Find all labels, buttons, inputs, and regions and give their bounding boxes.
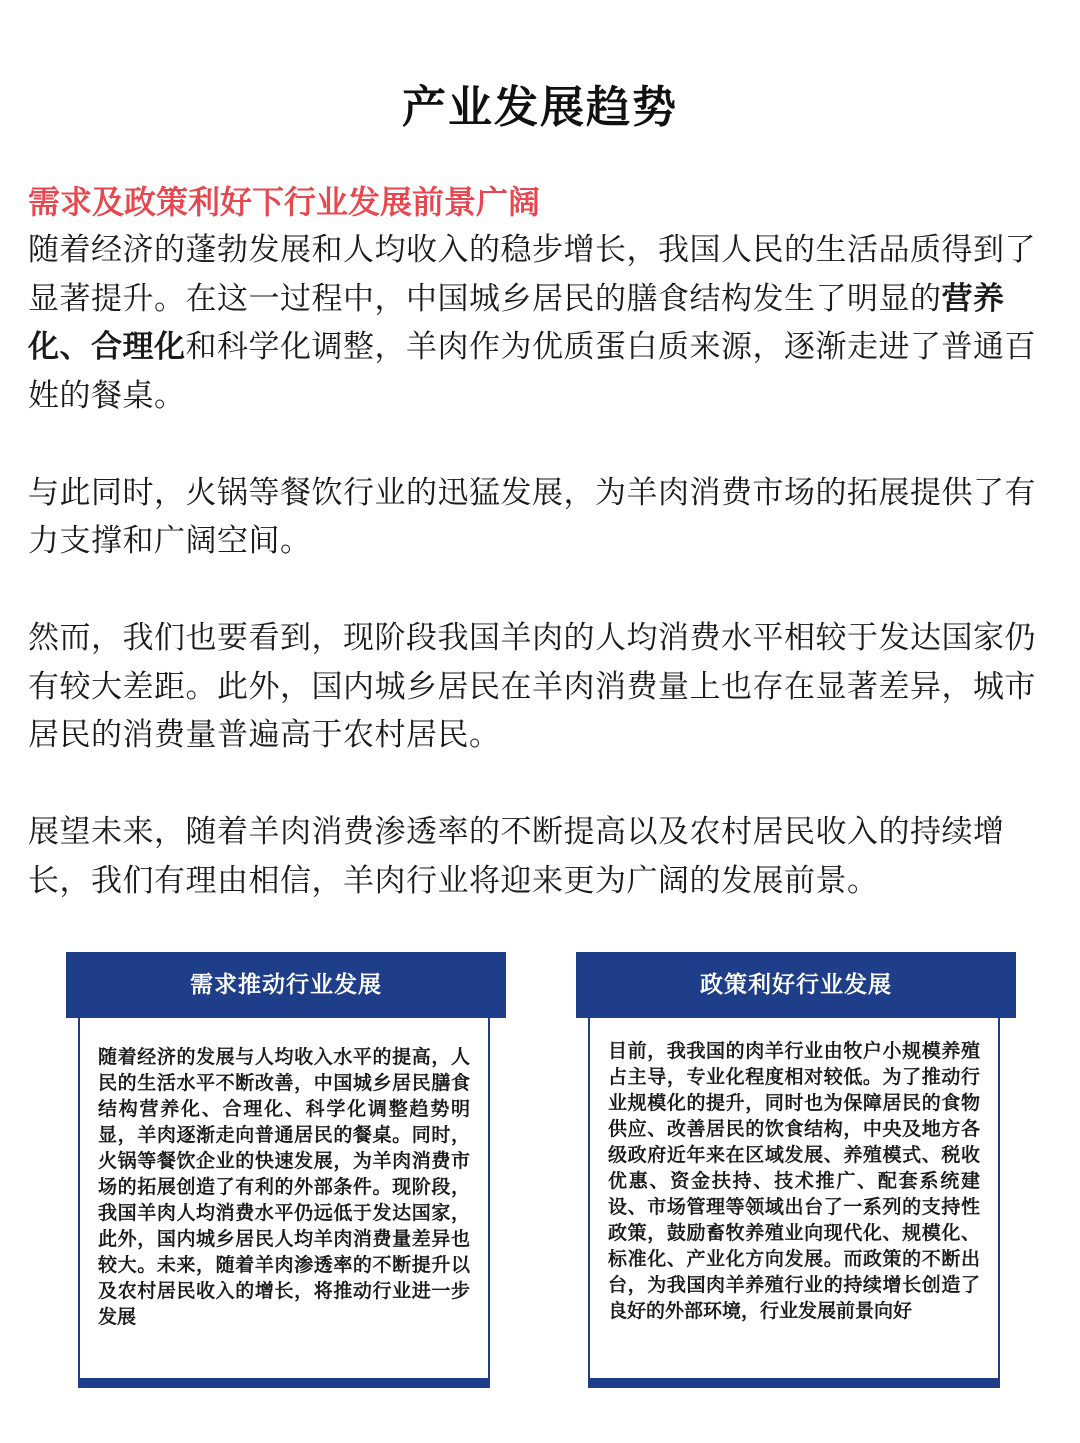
card-demand: [66, 952, 506, 1400]
card-demand-text: 随着经济的发展与人均收入水平的提高，人民的生活水平不断改善，中国城乡居民膳食结构营养化、合理化、科学化调整趋势明显，羊肉逐渐走向普通居民的餐桌。同时，火锅等餐饮企业的快速发展，为羊肉消费市场的拓展创造了有利的外部条件。现阶段，我国羊肉人均消费水平仍远低于发达国家，此外，国内城乡居民人均羊肉消费量差异也较大。未来，随着羊肉渗透率的不断提升以及农村居民收入的增长，将推动行业进一步发展: [98, 1046, 470, 1328]
card-policy: [576, 952, 1016, 1400]
paragraph-3: 然而，我们也要看到，现阶段我国羊肉的人均消费水平相较于发达国家仍有较大差距。此外，国内城乡居民在羊肉消费量上也存在显著差异，城市居民的消费量普遍高于农村居民。: [28, 620, 1036, 753]
card-policy-title: 政策利好行业发展: [576, 952, 1016, 1018]
paragraph-4: 展望未来，随着羊肉消费渗透率的不断提高以及农村居民收入的持续增长，我们有理由相信，羊肉行业将迎来更为广阔的发展前景。: [28, 814, 1005, 899]
page-title: 产业发展趋势: [402, 82, 678, 133]
article: [28, 178, 1052, 954]
paragraph-1-bold: 营养化、合理化: [28, 280, 1005, 365]
article-subheading: 需求及政策利好下行业发展前景广阔: [28, 183, 541, 221]
card-demand-title: 需求推动行业发展: [66, 952, 506, 1018]
paragraph-1-text-a: 随着经济的蓬勃发展和人均收入的稳步增长，我国人民的生活品质得到了显著提升。在这一过程中，中国城乡居民的膳食结构发生了明显的: [28, 232, 1036, 317]
card-policy-text: 目前，我我国的肉羊行业由牧户小规模养殖占主导，专业化程度相对较低。为了推动行业规模化的提升，同时也为保障居民的食物供应、改善居民的饮食结构，中央及地方各级政府近年来在区域发展、养殖模式、税收优惠、资金扶持、技术推广、配套系统建设、市场管理等领域出台了一系列的支持性政策，鼓励畜牧养殖业向现代化、规模化、标准化、产业化方向发展。而政策的不断出台，为我国肉羊养殖行业的持续增长创造了良好的外部环境，行业发展前景向好: [608, 1040, 980, 1322]
card-policy-body: [588, 1018, 1000, 1388]
paragraph-1-text-b: 和科学化调整，羊肉作为优质蛋白质来源，逐渐走进了普通百姓的餐桌。: [28, 329, 1036, 414]
card-demand-body: [78, 1018, 490, 1388]
paragraph-1: [28, 226, 1052, 420]
paragraph-2: 与此同时，火锅等餐饮行业的迅猛发展，为羊肉消费市场的拓展提供了有力支撑和广阔空间。: [28, 474, 1036, 559]
